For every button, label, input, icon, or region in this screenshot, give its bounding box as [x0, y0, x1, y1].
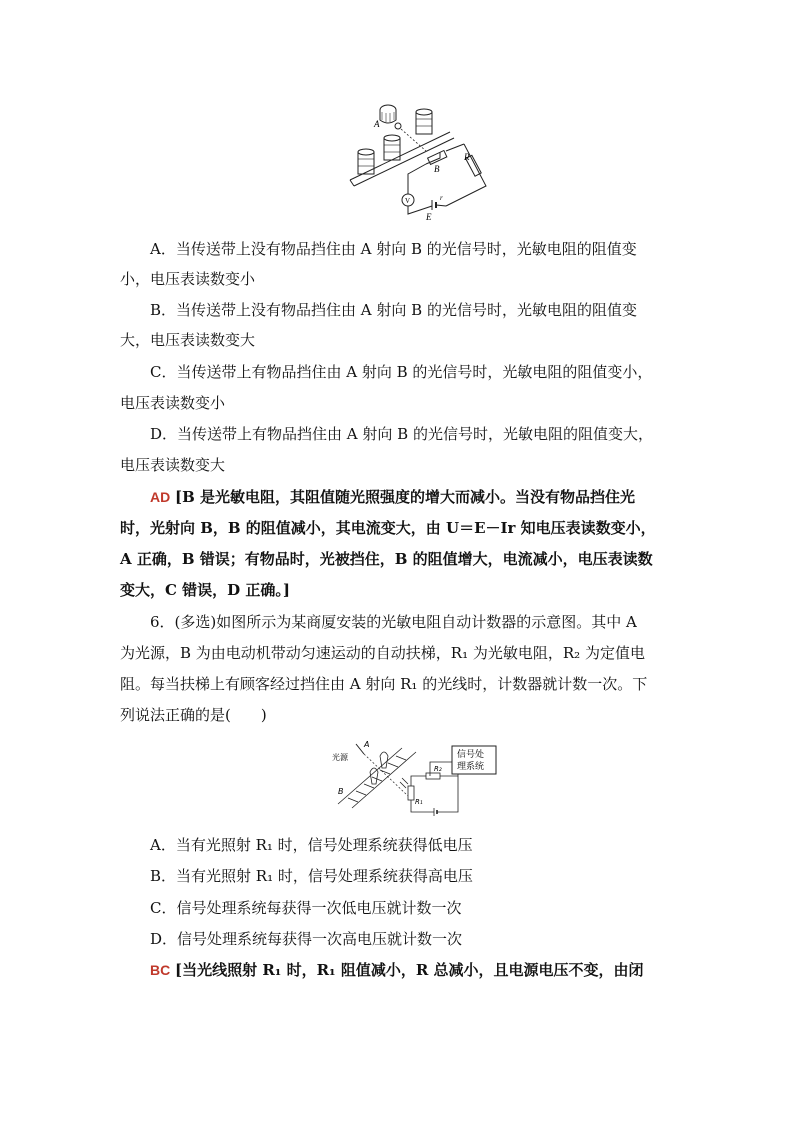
- q6-stem-line4: 列说法正确的是( ): [120, 706, 267, 724]
- fig2-label-r2: R₂: [434, 765, 442, 773]
- can-1: [416, 109, 432, 134]
- q5-answer-key: AD: [150, 489, 171, 505]
- box-label-line1: 信号处: [457, 750, 485, 760]
- q5-option-d-line1: D．当传送带上有物品挡住由 A 射向 B 的光信号时，光敏电阻的阻值变大，: [150, 425, 653, 443]
- q6-stem-line1: 6．(多选)如图所示为某商厦安装的光敏电阻自动计数器的示意图。其中 A: [150, 613, 637, 631]
- q5-option-b-line2: 大，电压表读数变大: [120, 331, 256, 349]
- escalator: [338, 748, 416, 808]
- label-v: V: [405, 197, 411, 205]
- label-r-small: r: [440, 194, 443, 202]
- q5-option-c-line1: C．当传送带上有物品挡住由 A 射向 B 的光信号时，光敏电阻的阻值变小，: [150, 363, 653, 381]
- label-r: R: [464, 152, 470, 162]
- fig2-label-r1: R₁: [415, 798, 423, 806]
- q6-answer-line1: [150, 960, 710, 980]
- q6-option-b: B．当有光照射 R₁ 时，信号处理系统获得高电压: [150, 867, 473, 885]
- q5-explanation-line2: 时，光射向 B，B 的阻值减小，其电流变大，由 U＝E－Ir 知电压表读数变小，: [120, 519, 656, 537]
- can-3: [358, 149, 374, 174]
- q5-explanation-line1: [B 是光敏电阻，其阻值随光照强度的增大而减小。当没有物品挡住光: [175, 488, 636, 506]
- fig2-label-b: B: [338, 787, 344, 796]
- q5-option-c-line2: 电压表读数变小: [120, 394, 226, 412]
- q6-option-a: A．当有光照射 R₁ 时，信号处理系统获得低电压: [150, 836, 473, 854]
- q5-option-d-line2: 电压表读数变大: [120, 456, 226, 474]
- q6-stem-line2: 为光源，B 为由电动机带动匀速运动的自动扶梯，R₁ 为光敏电阻，R₂ 为定值电: [120, 644, 645, 662]
- light-source-a: [380, 105, 401, 129]
- photoresistor-r1: [400, 778, 414, 800]
- fig2-label-light-source: 光源: [332, 753, 348, 762]
- q6-stem-line3: 阻。每当扶梯上有顾客经过挡住由 A 射向 R₁ 的光线时，计数器就计数一次。下: [120, 675, 648, 693]
- q6-option-d: D．信号处理系统每获得一次高电压就计数一次: [150, 930, 463, 948]
- q5-option-b-line1: B．当传送带上没有物品挡住由 A 射向 B 的光信号时，光敏电阻的阻值变: [150, 301, 637, 319]
- can-2: [384, 135, 400, 160]
- q6-option-c: C．信号处理系统每获得一次低电压就计数一次: [150, 899, 462, 917]
- q5-answer-line1: [150, 487, 710, 507]
- label-a: A: [374, 119, 380, 129]
- q6-answer-key: BC: [150, 962, 171, 978]
- q5-explanation-line4: 变大，C 错误，D 正确。]: [120, 581, 290, 599]
- box-label-line2: 理系统: [457, 762, 485, 772]
- fig2-label-a: A: [364, 740, 370, 749]
- escalator-counter-figure: [330, 738, 500, 818]
- q5-explanation-line3: A 正确，B 错误；有物品时，光被挡住，B 的阻值增大，电流减小，电压表读数: [120, 550, 653, 568]
- label-b: B: [434, 164, 440, 174]
- q6-explanation-line1: [当光线照射 R₁ 时，R₁ 阻值减小，R 总减小，且电源电压不变，由闭: [175, 961, 644, 979]
- q5-option-a-line1: A．当传送带上没有物品挡住由 A 射向 B 的光信号时，光敏电阻的阻值变: [150, 240, 637, 258]
- label-e: E: [426, 212, 432, 222]
- circuit: [402, 144, 486, 214]
- q5-option-a-line2: 小，电压表读数变小: [120, 270, 256, 288]
- conveyor-circuit-figure: [346, 96, 496, 222]
